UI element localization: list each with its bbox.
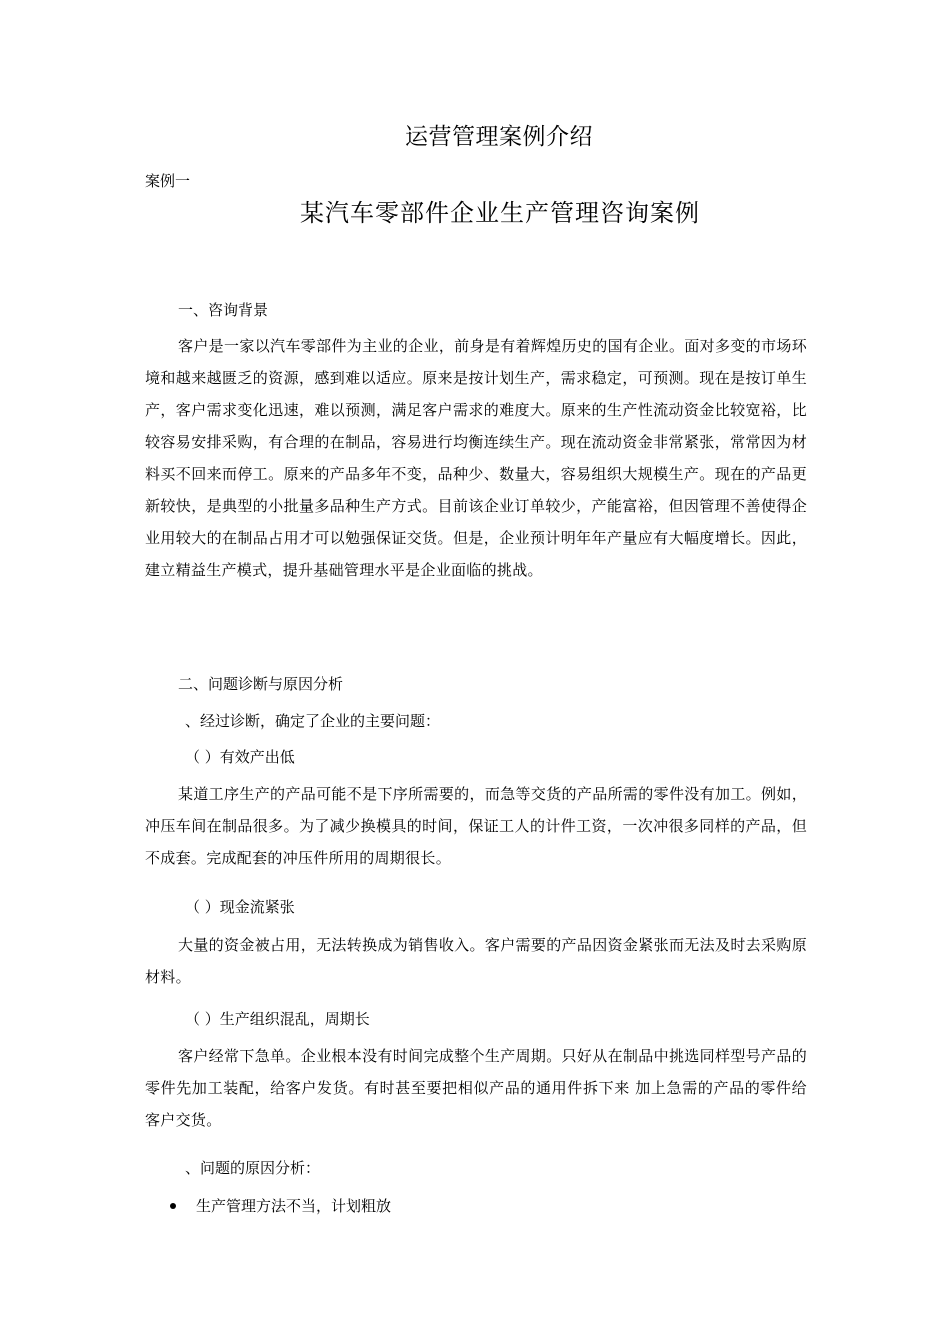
section-heading-diagnosis: 二、问题诊断与原因分析 [178, 675, 344, 693]
bullet-item [170, 1195, 391, 1216]
bullet-item-label: 生产管理方法不当，计划粗放 [196, 1197, 392, 1215]
case-title: 某汽车零部件企业生产管理咨询案例 [300, 199, 700, 227]
problem-2-text: 大量的资金被占用，无法转换成为销售收入。客户需要的产品因资金紧张而无法及时去采购原材料。 [145, 936, 807, 986]
subheading-cause-analysis: 、问题的原因分析： [185, 1159, 321, 1177]
document-title: 运营管理案例介绍 [405, 124, 593, 150]
problem-3-title: （ ）生产组织混乱，周期长 [185, 1010, 370, 1028]
section-heading-background: 一、咨询背景 [178, 301, 269, 319]
background-paragraph: 客户是一家以汽车零部件为主业的企业，前身是有着辉煌历史的国有企业。面对多变的市场环境和越来越匮乏的资源，感到难以适应。原来是按计划生产，需求稳定，可预测。现在是按订单生产，客户需求变化迅速，难以预测，满足客户需求的难度大。原来的生产性流动资金比较宽裕，比较容易安排采购，有合理的在制品，容易进行均衡连续生产。现在流动资金非常紧张，常常因为材料买不回来而停工。原来的产品多年不变，品种少、数量大，容易组织大规模生产。现在的产品更新较快，是典型的小批量多品种生产方式。目前该企业订单较少，产能富裕，但因管理不善使得企业用较大的在制品占用才可以勉强保证交货。但是，企业预计明年年产量应有大幅度增长。因此，建立精益生产模式，提升基础管理水平是企业面临的挑战。 [145, 337, 807, 579]
subheading-main-problems: 、经过诊断，确定了企业的主要问题： [185, 712, 441, 730]
problem-3-text: 客户经常下急单。企业根本没有时间完成整个生产周期。只好从在制品中挑选同样型号产品的零件先加工装配，给客户发货。有时甚至要把相似产品的通用件拆下来 加上急需的产品的零件给客户交货。 [145, 1047, 807, 1129]
problem-2-title: （ ）现金流紧张 [185, 898, 295, 916]
problem-1-text: 某道工序生产的产品可能不是下序所需要的，而急等交货的产品所需的零件没有加工。例如，冲压车间在制品很多。为了减少换模具的时间，保证工人的计件工资，一次冲很多同样的产品，但不成套。完成配套的冲压件所用的周期很长。 [145, 785, 807, 867]
bullet-icon [170, 1203, 176, 1209]
case-label: 案例一 [145, 172, 191, 190]
problem-1-title: （ ）有效产出低 [185, 748, 295, 766]
